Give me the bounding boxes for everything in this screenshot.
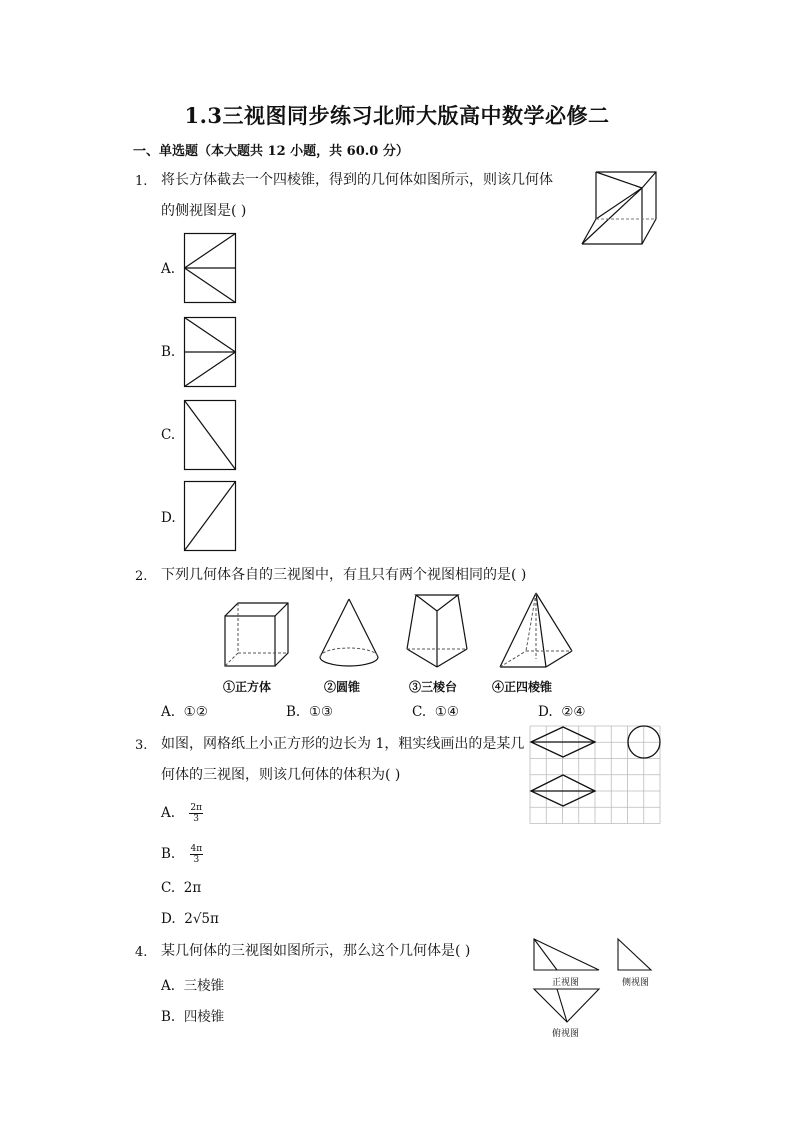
q4-top-view: [533, 988, 601, 1024]
q2-option-d-value: ②④: [561, 704, 586, 720]
q4-option-a-label: A.: [161, 978, 176, 994]
section-heading: 一、单选题（本大题共 12 小题，共 60.0 分）: [133, 144, 409, 159]
q2-option-b: [286, 704, 333, 720]
q3-grid-three-views: [530, 726, 662, 824]
q4-side-view: [617, 938, 653, 972]
q4-number: 4.: [135, 945, 148, 960]
q2-caption-pyramid: ④正四棱锥: [492, 680, 553, 694]
q3-option-b-label: B.: [161, 846, 176, 862]
q2-caption-cone: ②圆锥: [324, 680, 361, 694]
q2-cube-figure: [222, 601, 290, 669]
q4-option-b: [161, 1005, 224, 1025]
q2-option-c-label: C.: [412, 704, 427, 720]
q2-pyramid-figure: [498, 591, 574, 671]
q3-option-a-numerator: 2π: [190, 803, 202, 813]
q4-option-b-value: 四棱锥: [183, 1009, 225, 1025]
q4-option-a-value: 三棱锥: [183, 978, 225, 994]
q4-label-side: 侧视图: [622, 978, 650, 988]
q4-option-b-label: B.: [161, 1009, 176, 1025]
q2-option-c-value: ①④: [434, 704, 459, 720]
q3-option-d-value: 2√5π: [184, 911, 219, 927]
q1-option-c-figure: [184, 400, 236, 470]
q3-option-c: [161, 880, 201, 896]
q2-number: 2.: [135, 569, 148, 584]
q3-text-line2: 何体的三视图，则该几何体的体积为( ): [161, 767, 401, 783]
q3-option-a-denominator: 3: [193, 814, 200, 824]
q2-option-d: [538, 704, 585, 720]
q2-option-a: [161, 704, 208, 720]
q2-caption-cube: ①正方体: [223, 680, 272, 694]
q2-option-d-label: D.: [538, 704, 553, 720]
q3-option-c-label: C.: [161, 880, 176, 896]
q3-option-a-label: A.: [161, 805, 176, 821]
q2-frustum-figure: [404, 593, 470, 671]
q1-text-line1: 将长方体截去一个四棱锥，得到的几何体如图所示，则该几何体: [161, 172, 553, 188]
q3-option-b-fraction: [190, 844, 204, 865]
q3-option-b-denominator: 3: [193, 855, 200, 865]
q1-number: 1.: [135, 174, 148, 189]
q1-solid-figure: [580, 171, 662, 247]
q2-option-b-value: ①③: [308, 704, 334, 720]
q2-option-a-value: ①②: [183, 704, 208, 720]
q1-option-d-figure: [184, 481, 236, 551]
q2-option-b-label: B.: [286, 704, 301, 720]
q3-option-d-label: D.: [161, 911, 176, 927]
q2-caption-frustum: ③三棱台: [409, 680, 458, 694]
q2-cone-figure: [318, 598, 380, 670]
q3-option-a: [161, 803, 203, 824]
page-title: 1.3三视图同步练习北师大版高中数学必修二: [184, 103, 610, 128]
q3-option-a-fraction: [189, 803, 203, 824]
q4-text: 某几何体的三视图如图所示，那么这个几何体是( ): [161, 943, 471, 959]
q3-option-b-numerator: 4π: [190, 844, 203, 854]
q1-option-a-label: A.: [161, 261, 176, 277]
q1-option-a-figure: [184, 233, 236, 303]
q3-option-c-value: 2π: [183, 880, 202, 896]
q3-option-d: [161, 911, 219, 927]
q1-text-line2: 的侧视图是( ): [161, 203, 247, 219]
q2-option-a-label: A.: [161, 704, 176, 720]
q3-number: 3.: [135, 738, 148, 753]
q1-option-b-label: B.: [161, 344, 176, 360]
q1-option-b-figure: [184, 317, 236, 387]
q1-option-c-label: C.: [161, 427, 176, 443]
q4-option-a: [161, 974, 224, 994]
q3-option-b: [161, 844, 203, 865]
q2-option-c: [412, 704, 459, 720]
q2-text: 下列几何体各自的三视图中，有且只有两个视图相同的是( ): [161, 567, 527, 583]
q4-label-top: 俯视图: [552, 1029, 580, 1039]
q3-text-line1: 如图，网格纸上小正方形的边长为 1，粗实线画出的是某几: [161, 736, 525, 752]
q1-option-d-label: D.: [161, 510, 176, 526]
q4-label-front: 正视图: [552, 978, 580, 988]
q4-front-view: [533, 938, 601, 972]
